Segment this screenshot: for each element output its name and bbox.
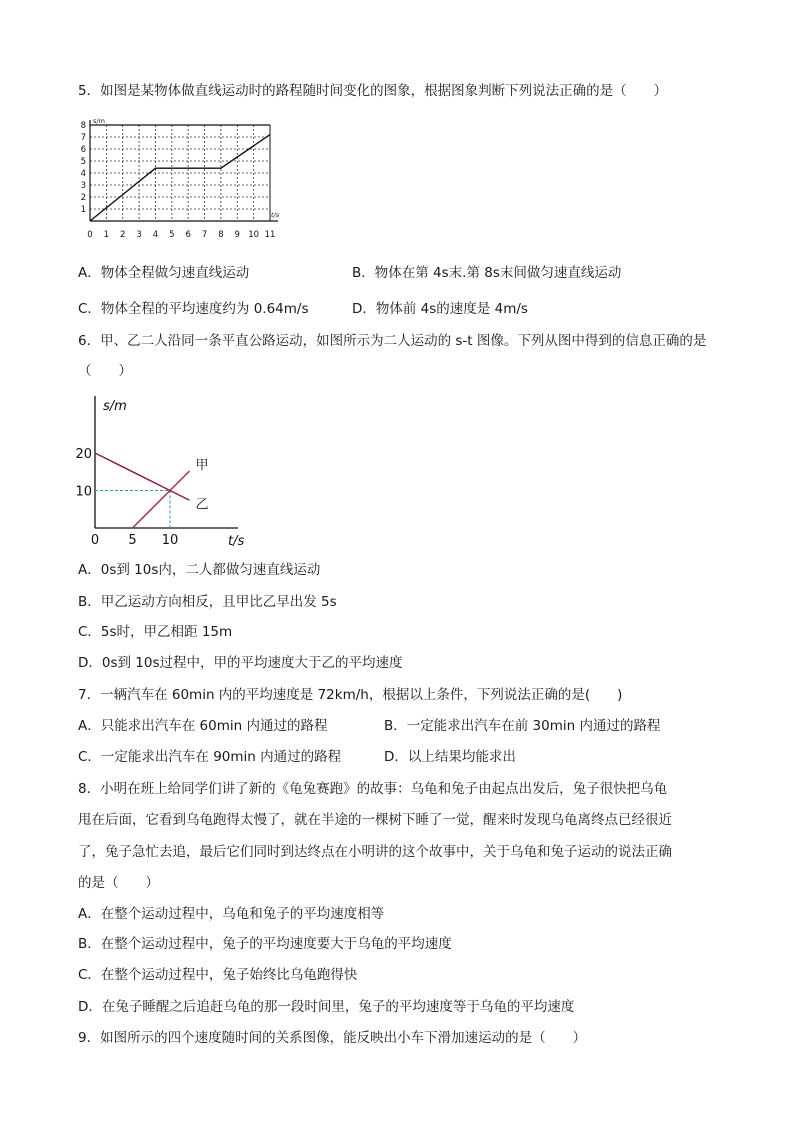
q5-y-axis-label: s/m <box>93 117 105 125</box>
q8-option-c: C．在整个运动过程中，兔子始终比乌龟跑得快 <box>78 967 358 983</box>
q8-option-a: A．在整个运动过程中，乌龟和兔子的平均速度相等 <box>78 906 385 922</box>
q6-st-graph <box>70 392 250 552</box>
q8-stem-line3: 了，兔子急忙去追，最后它们同时到达终点在小明讲的这个故事中，关于乌龟和兔子运动的说法正确 <box>78 844 672 860</box>
q5-option-b: B．物体在第 4s末.第 8s末间做匀速直线运动 <box>352 265 622 281</box>
q8-option-b: B．在整个运动过程中，兔子的平均速度要大于乌龟的平均速度 <box>78 936 452 952</box>
q5-y-tick-label: 5 <box>80 157 86 167</box>
q5-option-d: D．物体前 4s的速度是 4m/s <box>352 301 528 317</box>
q5-path-line <box>90 135 270 221</box>
q6-x-axis-label: t/s <box>228 534 245 549</box>
q6-line-yi <box>95 453 190 500</box>
q5-option-c: C．物体全程的平均速度约为 0.64m/s <box>78 301 309 317</box>
q8-stem-line4: 的是（ ） <box>78 875 159 891</box>
q5-distance-time-graph <box>78 116 288 244</box>
q5-x-tick-label: 8 <box>218 230 224 240</box>
q6-option-d: D．0s到 10s过程中，甲的平均速度大于乙的平均速度 <box>78 655 403 671</box>
q5-y-tick-label: 1 <box>80 205 86 215</box>
q5-x-tick-label: 0 <box>87 230 93 240</box>
q5-x-tick-label: 5 <box>169 230 175 240</box>
q6-label-jia: 甲 <box>195 458 209 473</box>
q5-x-axis-label: t/s <box>271 211 280 219</box>
q8-stem-line1: 8．小明在班上给同学们讲了新的《龟兔赛跑》的故事：乌龟和兔子由起点出发后，兔子很快把乌龟 <box>78 781 668 797</box>
q5-x-tick-label: 7 <box>201 230 208 240</box>
q5-y-tick-label: 2 <box>80 193 86 203</box>
q6-y-axis-label: s/m <box>103 399 127 414</box>
q5-option-a: A．物体全程做匀速直线运动 <box>78 265 250 281</box>
q5-y-tick-label: 3 <box>80 181 86 191</box>
q7-option-a: A．只能求出汽车在 60min 内通过的路程 <box>78 718 328 734</box>
q5-x-tick-label: 4 <box>152 230 159 240</box>
q7-option-b: B．一定能求出汽车在前 30min 内通过的路程 <box>384 718 661 734</box>
q6-stem-line1: 6．甲、乙二人沿同一条平直公路运动，如图所示为二人运动的 s-t 图像。下列从图中得到的信息正确的是 <box>78 333 707 349</box>
q6-label-yi: 乙 <box>195 497 209 513</box>
q6-option-a: A．0s到 10s内，二人都做匀速直线运动 <box>78 562 321 578</box>
q5-y-tick-label: 7 <box>80 133 86 143</box>
q5-x-tick-label: 10 <box>248 230 260 240</box>
q5-x-tick-label: 11 <box>264 230 276 240</box>
q6-option-b: B．甲乙运动方向相反，且甲比乙早出发 5s <box>78 594 337 610</box>
q6-x-tick-label: 5 <box>128 533 137 548</box>
q6-x-tick-label: 10 <box>161 533 179 548</box>
q7-stem: 7．一辆汽车在 60min 内的平均速度是 72km/h，根据以上条件，下列说法正确的是( ) <box>78 687 623 703</box>
q5-x-tick-label: 1 <box>103 230 110 240</box>
q6-x-tick-label: 0 <box>90 533 100 548</box>
q7-option-c: C．一定能求出汽车在 90min 内通过的路程 <box>78 749 342 765</box>
q9-stem: 9．如图所示的四个速度随时间的关系图像，能反映出小车下滑加速运动的是（ ） <box>78 1030 587 1046</box>
q5-y-tick-label: 8 <box>80 121 86 131</box>
q5-x-tick-label: 6 <box>185 230 191 240</box>
q8-option-d: D．在兔子睡醒之后追赶乌龟的那一段时间里，兔子的平均速度等于乌龟的平均速度 <box>78 999 575 1015</box>
q7-option-d: D．以上结果均能求出 <box>384 749 516 765</box>
q5-y-tick-label: 6 <box>80 145 86 155</box>
q6-y-tick-label: 20 <box>75 447 92 462</box>
q6-y-tick-label: 10 <box>75 484 92 500</box>
q5-x-tick-label: 9 <box>234 230 240 240</box>
q5-stem: 5．如图是某物体做直线运动时的路程随时间变化的图象，根据图象判断下列说法正确的是（ ） <box>78 83 668 99</box>
q8-stem-line2: 甩在后面，它看到乌龟跑得太慢了，就在半途的一棵树下睡了一觉，醒来时发现乌龟离终点已经很近 <box>78 812 672 828</box>
q5-x-tick-label: 3 <box>136 230 142 240</box>
q5-y-tick-label: 4 <box>80 169 86 179</box>
q6-line-jia <box>133 471 190 528</box>
q6-stem-line2: （ ） <box>78 363 132 379</box>
q5-x-tick-label: 2 <box>120 230 126 240</box>
q6-option-c: C．5s时，甲乙相距 15m <box>78 624 233 640</box>
